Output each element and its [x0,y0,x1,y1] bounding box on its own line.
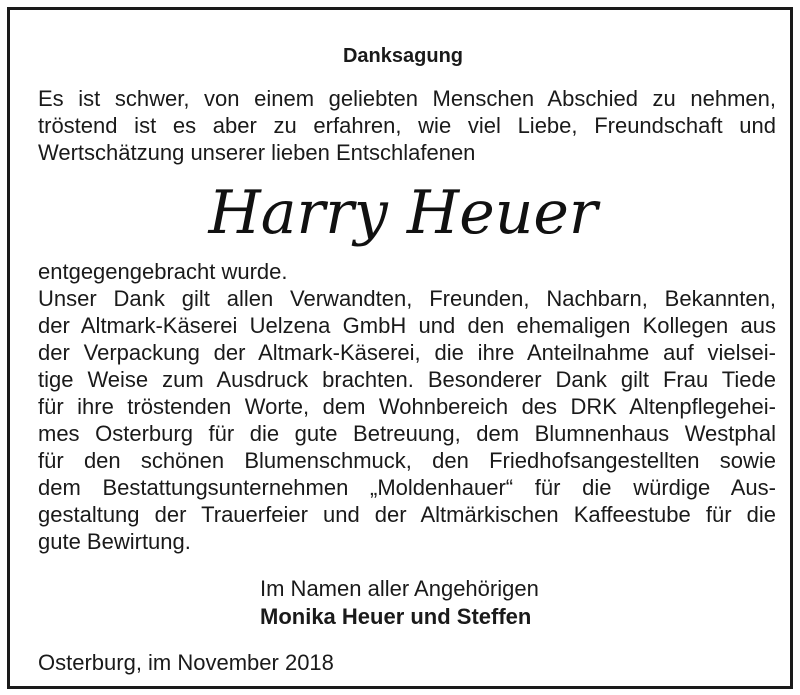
intro-line-2: tröstend ist es aber zu erfahren, wie viel Liebe, Freundschaft und [38,113,776,138]
notice-border [7,7,793,689]
place-date: Osterburg, im November 2018 [38,650,334,675]
body-line-7: mes Osterburg für die gute Betreuung, dem Blumnenhaus Westphal [38,421,776,446]
body-line-4: der Verpackung der Altmark-Käserei, die ihre Anteilnahme auf vielsei- [38,340,776,365]
signature-names: Monika Heuer und Steffen [260,604,532,629]
body-line-9: dem Bestattungsunternehmen „Moldenhauer“ für die würdige Aus- [38,475,776,500]
deceased-name: Harry Heuer [208,178,598,248]
intro-line-3: Wertschätzung unserer lieben Entschlafenen [38,140,476,165]
body-line-2: Unser Dank gilt allen Verwandten, Freunden, Nachbarn, Bekannten, [38,286,776,311]
body-line-8: für den schönen Blumenschmuck, den Friedhofsangestellten sowie [38,448,776,473]
body-line-1: entgegengebracht wurde. [38,259,288,284]
body-line-5: tige Weise zum Ausdruck brachten. Besonderer Dank gilt Frau Tiede [38,367,776,392]
intro-line-1: Es ist schwer, von einem geliebten Menschen Abschied zu nehmen, [38,86,776,111]
signature-intro: Im Namen aller Angehörigen [260,576,539,601]
notice-heading: Danksagung [342,45,464,67]
body-line-3: der Altmark-Käserei Uelzena GmbH und den ehemaligen Kollegen aus [38,313,776,338]
body-line-10: gestaltung der Trauerfeier und der Altmärkischen Kaffeestube für die [38,502,776,527]
body-line-11: gute Bewirtung. [38,529,191,554]
body-line-6: für ihre tröstenden Worte, dem Wohnbereich des DRK Altenpflegehei- [38,394,776,419]
